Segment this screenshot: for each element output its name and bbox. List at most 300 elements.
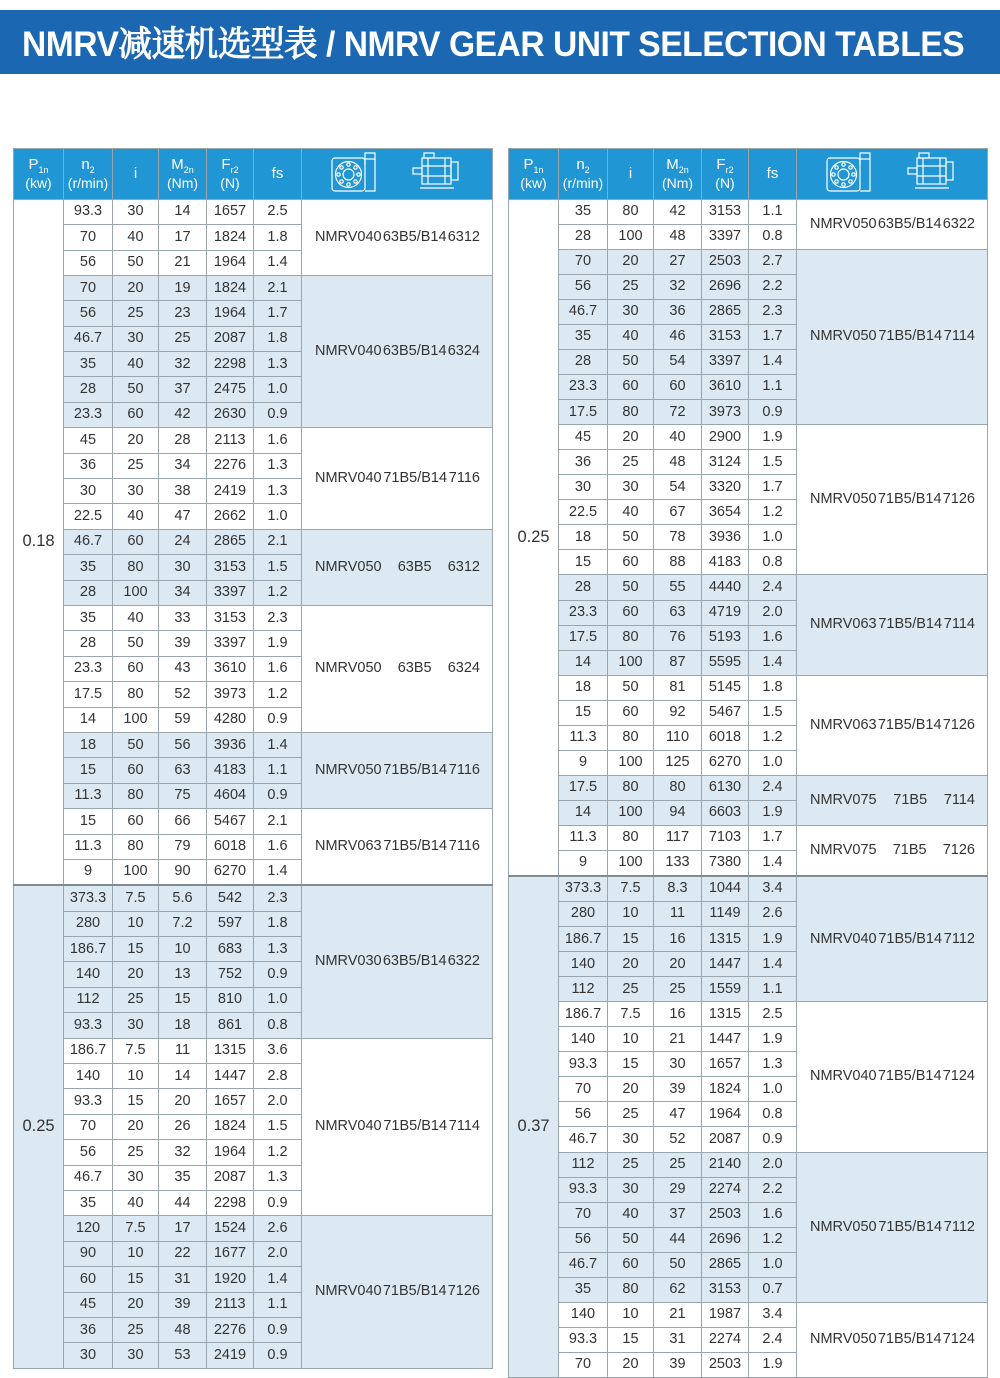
data-cell-n2: 17.5 — [559, 775, 608, 800]
table-row — [509, 675, 988, 700]
motor-flange: 71B5/B14 — [383, 1118, 448, 1135]
gear-model: NMRV040 — [315, 1283, 382, 1300]
data-cell-m2n: 48 — [654, 224, 702, 249]
data-cell-fr2: 597 — [207, 911, 254, 936]
data-cell-fs: 0.9 — [254, 402, 302, 427]
bearing-code: 7116 — [448, 761, 480, 778]
data-cell-fr2: 5595 — [702, 650, 749, 675]
data-cell-i: 50 — [113, 377, 159, 402]
data-cell-fs: 1.1 — [749, 199, 797, 224]
data-cell-n2: 56 — [64, 1140, 113, 1165]
data-cell-i: 50 — [608, 575, 654, 600]
data-cell-fr2: 1315 — [702, 927, 749, 952]
gear-selection-table — [508, 148, 988, 1378]
data-cell-fs: 2.6 — [254, 1216, 302, 1241]
data-cell-m2n: 52 — [159, 682, 207, 707]
motor-flange: 71B5/B14 — [878, 328, 943, 345]
data-cell-fr2: 1824 — [207, 1114, 254, 1139]
data-cell-m2n: 30 — [159, 555, 207, 580]
data-cell-n2: 15 — [559, 700, 608, 725]
table-row — [14, 1038, 493, 1063]
data-cell-fr2: 1657 — [207, 199, 254, 224]
data-cell-fr2: 2419 — [207, 479, 254, 504]
data-cell-fs: 1.6 — [254, 834, 302, 859]
data-cell-m2n: 25 — [654, 1152, 702, 1177]
data-cell-m2n: 133 — [654, 850, 702, 876]
data-cell-fr2: 4183 — [207, 758, 254, 783]
data-cell-i: 40 — [608, 1202, 654, 1227]
model-cell — [302, 199, 493, 275]
gear-model: NMRV063 — [810, 616, 877, 633]
col-header-n2: $n_2$ (r/min) — [559, 149, 608, 200]
data-cell-fs: 2.0 — [254, 1089, 302, 1114]
data-cell-n2: 93.3 — [559, 1052, 608, 1077]
data-cell-n2: 23.3 — [559, 600, 608, 625]
data-cell-fr2: 5193 — [702, 625, 749, 650]
data-cell-fs: 1.8 — [254, 225, 302, 250]
data-cell-fs: 2.3 — [254, 606, 302, 631]
data-cell-fr2: 3320 — [702, 475, 749, 500]
data-cell-i: 60 — [608, 700, 654, 725]
data-cell-m2n: 35 — [159, 1165, 207, 1190]
data-cell-n2: 17.5 — [559, 625, 608, 650]
data-cell-fr2: 5145 — [702, 675, 749, 700]
data-cell-fr2: 6603 — [702, 800, 749, 825]
data-cell-i: 25 — [113, 301, 159, 326]
data-cell-m2n: 78 — [654, 525, 702, 550]
data-cell-m2n: 62 — [654, 1277, 702, 1302]
data-cell-m2n: 22 — [159, 1241, 207, 1266]
data-cell-fs: 1.5 — [254, 555, 302, 580]
data-cell-m2n: 13 — [159, 962, 207, 987]
data-cell-i: 20 — [608, 249, 654, 274]
gear-model: NMRV063 — [315, 838, 382, 855]
power-value-cell: 0.25 — [14, 885, 64, 1368]
data-cell-n2: 70 — [559, 249, 608, 274]
data-cell-m2n: 16 — [654, 927, 702, 952]
data-cell-n2: 140 — [559, 952, 608, 977]
motor-flange: 71B5/B14 — [877, 1068, 942, 1085]
data-cell-i: 15 — [608, 1052, 654, 1077]
data-cell-fs: 1.0 — [254, 987, 302, 1012]
data-cell-fs: 0.9 — [254, 707, 302, 732]
data-cell-n2: 56 — [559, 274, 608, 299]
col-header-n2: $n_2$ (r/min) — [64, 149, 113, 200]
data-cell-i: 30 — [608, 475, 654, 500]
data-cell-i: 30 — [608, 299, 654, 324]
data-cell-fr2: 3397 — [207, 580, 254, 605]
data-cell-fs: 1.7 — [749, 825, 797, 850]
motor-flange: 71B5/B14 — [877, 1331, 942, 1348]
data-cell-m2n: 19 — [159, 275, 207, 300]
data-cell-m2n: 21 — [159, 250, 207, 275]
data-cell-n2: 11.3 — [64, 783, 113, 808]
motor-flange: 63B5 — [397, 660, 432, 677]
data-cell-m2n: 39 — [654, 1077, 702, 1102]
gear-model: NMRV050 — [810, 1218, 877, 1235]
data-cell-fr2: 6018 — [207, 834, 254, 859]
data-cell-i: 100 — [608, 750, 654, 775]
data-cell-m2n: 11 — [159, 1038, 207, 1063]
data-cell-i: 10 — [608, 902, 654, 927]
data-cell-fs: 2.8 — [254, 1064, 302, 1089]
data-cell-fr2: 2503 — [702, 1202, 749, 1227]
data-cell-fs: 3.4 — [749, 1302, 797, 1327]
data-cell-fr2: 2298 — [207, 1190, 254, 1215]
data-cell-fs: 1.3 — [254, 937, 302, 962]
data-cell-fs: 3.4 — [749, 876, 797, 902]
data-cell-fr2: 542 — [207, 885, 254, 911]
data-cell-n2: 35 — [559, 199, 608, 224]
table-row — [509, 775, 988, 800]
data-cell-fr2: 5467 — [702, 700, 749, 725]
data-cell-i: 30 — [608, 1127, 654, 1152]
motor-flange: 71B5/B14 — [878, 930, 943, 947]
data-cell-fs: 2.1 — [254, 809, 302, 834]
data-cell-fs: 2.2 — [749, 274, 797, 299]
data-cell-m2n: 48 — [654, 450, 702, 475]
data-cell-n2: 93.3 — [559, 1177, 608, 1202]
data-cell-fr2: 6018 — [702, 725, 749, 750]
data-cell-m2n: 10 — [159, 937, 207, 962]
data-cell-fr2: 5467 — [207, 809, 254, 834]
data-cell-m2n: 16 — [654, 1002, 702, 1027]
header-row — [14, 149, 493, 200]
bearing-code: 6324 — [447, 660, 480, 677]
data-cell-m2n: 36 — [654, 299, 702, 324]
data-cell-i: 15 — [113, 1089, 159, 1114]
data-cell-m2n: 79 — [159, 834, 207, 859]
data-cell-i: 20 — [608, 1077, 654, 1102]
data-cell-m2n: 40 — [654, 425, 702, 450]
data-cell-n2: 35 — [64, 1190, 113, 1215]
data-cell-fs: 1.0 — [254, 504, 302, 529]
data-cell-fs: 3.6 — [254, 1038, 302, 1063]
data-cell-fr2: 1044 — [702, 876, 749, 902]
model-cell — [302, 529, 493, 605]
data-cell-m2n: 27 — [654, 249, 702, 274]
motor-flange: 71B5 — [893, 791, 928, 808]
data-cell-m2n: 117 — [654, 825, 702, 850]
data-cell-i: 7.5 — [608, 1002, 654, 1027]
data-cell-n2: 45 — [559, 425, 608, 450]
data-cell-m2n: 90 — [159, 859, 207, 885]
data-cell-n2: 15 — [559, 550, 608, 575]
data-cell-i: 100 — [608, 224, 654, 249]
data-cell-fs: 1.9 — [749, 1352, 797, 1377]
data-cell-n2: 9 — [64, 859, 113, 885]
data-cell-i: 15 — [113, 937, 159, 962]
selection-table-right — [508, 148, 988, 1378]
power-value-cell: 0.18 — [14, 199, 64, 885]
data-cell-fs: 1.6 — [254, 656, 302, 681]
data-cell-fr2: 3397 — [702, 224, 749, 249]
data-cell-fs: 2.3 — [254, 885, 302, 911]
data-cell-fr2: 2274 — [702, 1177, 749, 1202]
data-cell-i: 60 — [608, 550, 654, 575]
data-cell-n2: 93.3 — [64, 1089, 113, 1114]
data-cell-m2n: 67 — [654, 500, 702, 525]
data-cell-fr2: 4280 — [207, 707, 254, 732]
data-cell-m2n: 31 — [159, 1267, 207, 1292]
data-cell-n2: 120 — [64, 1216, 113, 1241]
data-cell-m2n: 52 — [654, 1127, 702, 1152]
bearing-code: 7126 — [942, 491, 975, 508]
data-cell-fs: 0.9 — [749, 1127, 797, 1152]
data-cell-fr2: 3153 — [702, 324, 749, 349]
data-cell-i: 80 — [608, 775, 654, 800]
data-cell-i: 20 — [113, 1292, 159, 1317]
data-cell-n2: 9 — [559, 750, 608, 775]
data-cell-i: 80 — [113, 682, 159, 707]
motor-flange: 71B5 — [892, 841, 927, 858]
data-cell-fr2: 1964 — [207, 301, 254, 326]
data-cell-fs: 1.7 — [749, 324, 797, 349]
data-cell-i: 20 — [608, 425, 654, 450]
data-cell-n2: 28 — [64, 377, 113, 402]
data-cell-i: 40 — [113, 225, 159, 250]
data-cell-i: 80 — [113, 834, 159, 859]
data-cell-fr2: 2087 — [207, 1165, 254, 1190]
data-cell-fs: 2.4 — [749, 575, 797, 600]
data-cell-fr2: 1447 — [702, 1027, 749, 1052]
data-cell-fs: 1.7 — [254, 301, 302, 326]
data-cell-fr2: 1315 — [702, 1002, 749, 1027]
data-cell-m2n: 94 — [654, 800, 702, 825]
data-cell-i: 25 — [608, 1102, 654, 1127]
data-cell-n2: 56 — [559, 1102, 608, 1127]
data-cell-n2: 18 — [559, 525, 608, 550]
table-row — [14, 732, 493, 757]
bearing-code: 7112 — [943, 930, 975, 947]
data-cell-n2: 93.3 — [64, 1013, 113, 1038]
data-cell-n2: 28 — [64, 631, 113, 656]
bearing-code: 7112 — [943, 1218, 975, 1235]
data-cell-fs: 2.4 — [749, 1327, 797, 1352]
data-cell-fs: 1.1 — [254, 758, 302, 783]
data-cell-fr2: 1964 — [207, 1140, 254, 1165]
power-value-cell: 0.25 — [509, 199, 559, 876]
motor-flange: 63B5/B14 — [382, 228, 447, 245]
data-cell-m2n: 87 — [654, 650, 702, 675]
data-cell-n2: 17.5 — [559, 400, 608, 425]
data-cell-m2n: 55 — [654, 575, 702, 600]
data-cell-fs: 1.5 — [749, 700, 797, 725]
data-cell-fs: 1.8 — [254, 911, 302, 936]
data-cell-m2n: 48 — [159, 1317, 207, 1342]
data-cell-fs: 1.4 — [749, 350, 797, 375]
bearing-code: 6322 — [942, 215, 975, 232]
data-cell-n2: 14 — [64, 707, 113, 732]
col-header-p1n: $P_{1n}$ (kw) — [509, 149, 559, 200]
data-cell-fs: 1.9 — [749, 425, 797, 450]
data-cell-fr2: 2696 — [702, 274, 749, 299]
data-cell-i: 40 — [608, 500, 654, 525]
data-cell-n2: 56 — [64, 301, 113, 326]
data-cell-m2n: 53 — [159, 1343, 207, 1368]
model-cell — [302, 732, 493, 808]
data-cell-fs: 1.3 — [254, 352, 302, 377]
gear-model: NMRV050 — [315, 660, 382, 677]
data-cell-n2: 35 — [64, 606, 113, 631]
data-cell-n2: 93.3 — [64, 199, 113, 224]
data-cell-fr2: 1315 — [207, 1038, 254, 1063]
data-cell-n2: 14 — [559, 800, 608, 825]
model-cell — [797, 1302, 988, 1377]
gear-selection-table — [13, 148, 493, 1369]
data-cell-m2n: 42 — [654, 199, 702, 224]
data-cell-i: 40 — [608, 324, 654, 349]
data-cell-n2: 186.7 — [559, 1002, 608, 1027]
data-cell-n2: 280 — [559, 902, 608, 927]
data-cell-i: 80 — [113, 783, 159, 808]
data-cell-n2: 70 — [64, 1114, 113, 1139]
data-cell-m2n: 38 — [159, 479, 207, 504]
data-cell-i: 25 — [113, 1140, 159, 1165]
data-cell-fr2: 1824 — [207, 275, 254, 300]
data-cell-i: 30 — [113, 1013, 159, 1038]
table-row — [14, 885, 493, 911]
motor-flange: 63B5/B14 — [382, 953, 447, 970]
col-header-unit-drawings — [302, 149, 493, 200]
data-cell-n2: 140 — [559, 1027, 608, 1052]
data-cell-n2: 46.7 — [559, 1127, 608, 1152]
data-cell-n2: 70 — [64, 275, 113, 300]
model-cell — [797, 876, 988, 1002]
data-cell-i: 100 — [608, 650, 654, 675]
model-cell — [797, 1002, 988, 1152]
table-row — [509, 825, 988, 850]
data-cell-m2n: 54 — [654, 350, 702, 375]
bearing-code: 6324 — [447, 342, 480, 359]
data-cell-fr2: 7380 — [702, 850, 749, 876]
data-cell-m2n: 20 — [159, 1089, 207, 1114]
data-cell-i: 25 — [113, 987, 159, 1012]
col-header-i: i — [113, 149, 159, 200]
data-cell-fs: 2.6 — [749, 902, 797, 927]
bearing-code: 7124 — [942, 1331, 975, 1348]
data-cell-fr2: 2113 — [207, 1292, 254, 1317]
data-cell-m2n: 7.2 — [159, 911, 207, 936]
data-cell-i: 25 — [608, 1152, 654, 1177]
table-row — [14, 529, 493, 554]
data-cell-m2n: 34 — [159, 580, 207, 605]
data-cell-fs: 1.8 — [254, 326, 302, 351]
data-cell-m2n: 50 — [654, 1252, 702, 1277]
data-cell-fs: 2.1 — [254, 529, 302, 554]
data-cell-i: 60 — [608, 1252, 654, 1277]
table-row — [509, 876, 988, 902]
header-row — [509, 149, 988, 200]
data-cell-fs: 0.8 — [749, 550, 797, 575]
data-cell-i: 50 — [113, 250, 159, 275]
data-cell-i: 20 — [608, 1352, 654, 1377]
model-cell — [302, 606, 493, 733]
data-cell-i: 20 — [113, 1114, 159, 1139]
gearbox-icon — [328, 149, 384, 199]
data-cell-fs: 1.2 — [254, 1140, 302, 1165]
table-row — [14, 809, 493, 834]
data-cell-fr2: 2630 — [207, 402, 254, 427]
table-row — [14, 1216, 493, 1241]
data-cell-n2: 36 — [559, 450, 608, 475]
model-cell — [797, 199, 988, 249]
data-cell-n2: 373.3 — [559, 876, 608, 902]
data-cell-m2n: 25 — [159, 326, 207, 351]
data-cell-i: 100 — [113, 580, 159, 605]
data-cell-i: 60 — [113, 402, 159, 427]
data-cell-n2: 112 — [559, 977, 608, 1002]
data-cell-fs: 0.8 — [254, 1013, 302, 1038]
data-cell-fs: 2.4 — [749, 775, 797, 800]
bearing-code: 7126 — [942, 841, 975, 858]
data-cell-fr2: 3397 — [702, 350, 749, 375]
data-cell-fs: 1.0 — [749, 1252, 797, 1277]
motor-flange: 71B5/B14 — [383, 469, 448, 486]
power-value-cell: 0.37 — [509, 876, 559, 1377]
gear-model: NMRV075 — [810, 791, 877, 808]
motor-icon — [408, 151, 466, 197]
gear-model: NMRV040 — [315, 228, 382, 245]
gear-model: NMRV050 — [810, 1331, 877, 1348]
data-cell-fr2: 3153 — [207, 606, 254, 631]
data-cell-i: 25 — [608, 274, 654, 299]
col-header-p1n: $P_{1n}$ (kw) — [14, 149, 64, 200]
data-cell-n2: 35 — [64, 352, 113, 377]
data-cell-fr2: 7103 — [702, 825, 749, 850]
data-cell-fr2: 2140 — [702, 1152, 749, 1177]
data-cell-n2: 23.3 — [64, 402, 113, 427]
data-cell-i: 40 — [113, 1190, 159, 1215]
data-cell-i: 10 — [608, 1302, 654, 1327]
data-cell-fs: 0.8 — [749, 224, 797, 249]
data-cell-m2n: 11 — [654, 902, 702, 927]
data-cell-fr2: 3153 — [207, 555, 254, 580]
data-cell-fs: 1.4 — [254, 250, 302, 275]
data-cell-fs: 2.0 — [749, 1152, 797, 1177]
data-cell-i: 25 — [608, 977, 654, 1002]
data-cell-i: 50 — [608, 1227, 654, 1252]
data-cell-m2n: 29 — [654, 1177, 702, 1202]
data-cell-fs: 2.0 — [254, 1241, 302, 1266]
gear-model: NMRV040 — [810, 1068, 877, 1085]
data-cell-m2n: 44 — [654, 1227, 702, 1252]
table-row — [14, 606, 493, 631]
data-cell-i: 30 — [608, 1177, 654, 1202]
data-cell-fs: 1.5 — [749, 450, 797, 475]
data-cell-i: 20 — [113, 428, 159, 453]
data-cell-i: 7.5 — [113, 1038, 159, 1063]
data-cell-fr2: 6270 — [702, 750, 749, 775]
data-cell-m2n: 110 — [654, 725, 702, 750]
data-cell-n2: 70 — [559, 1352, 608, 1377]
data-cell-i: 7.5 — [113, 885, 159, 911]
data-cell-m2n: 17 — [159, 225, 207, 250]
data-cell-fr2: 810 — [207, 987, 254, 1012]
col-header-fr2: $F_{r2}$ (N) — [702, 149, 749, 200]
data-cell-fr2: 1559 — [702, 977, 749, 1002]
data-cell-n2: 373.3 — [64, 885, 113, 911]
data-cell-m2n: 24 — [159, 529, 207, 554]
data-cell-m2n: 14 — [159, 199, 207, 224]
table-row — [509, 575, 988, 600]
data-cell-fr2: 4440 — [702, 575, 749, 600]
data-cell-i: 80 — [608, 400, 654, 425]
data-cell-m2n: 56 — [159, 732, 207, 757]
data-cell-i: 10 — [113, 1064, 159, 1089]
data-cell-m2n: 47 — [159, 504, 207, 529]
data-cell-fr2: 3610 — [702, 375, 749, 400]
